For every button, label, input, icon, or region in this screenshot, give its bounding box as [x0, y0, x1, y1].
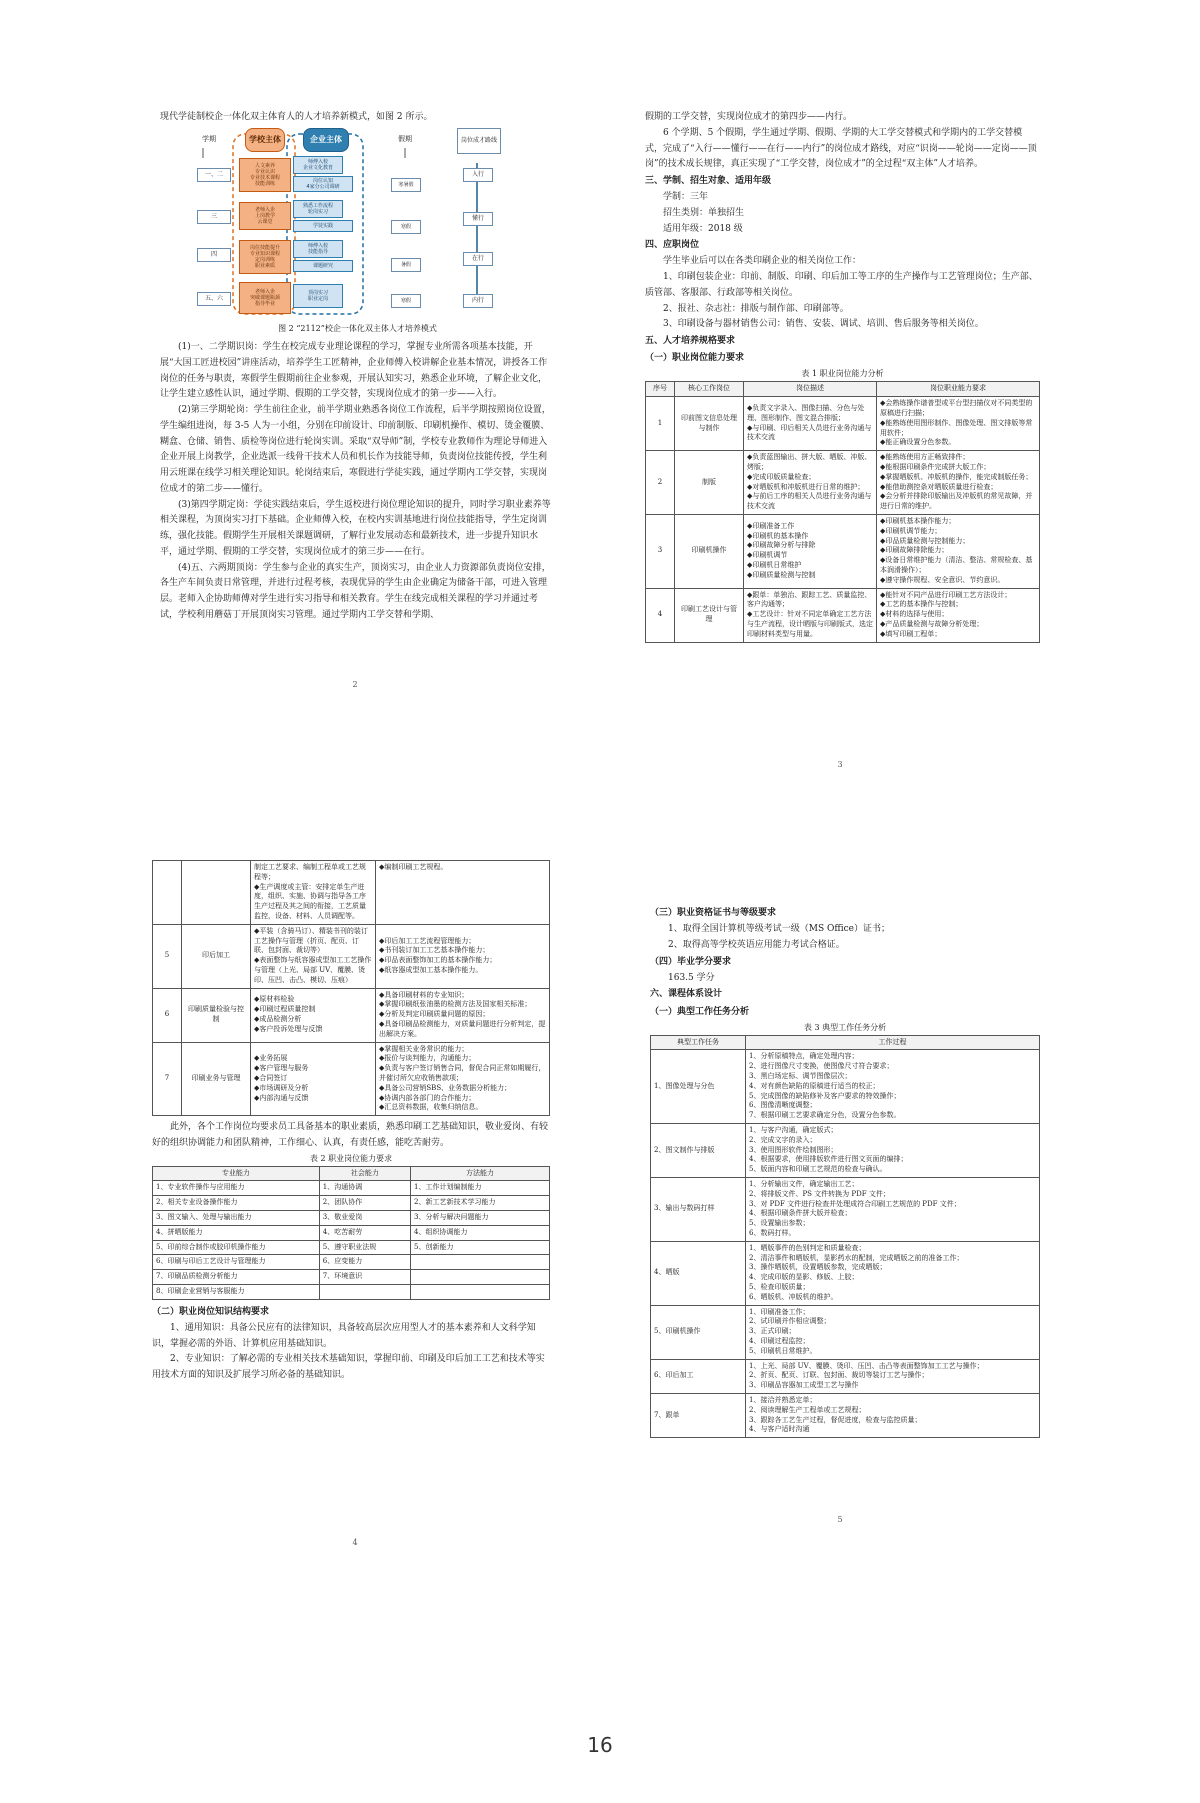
table-3 — [650, 1035, 1040, 1438]
p3-s3-line-1: 学制：三年 — [663, 192, 709, 203]
table-row — [153, 1225, 550, 1240]
table-1-continued — [152, 860, 550, 1116]
p5-section-3-title: （三）职业资格证书与等级要求 — [650, 908, 777, 918]
table-1-header — [646, 382, 1040, 397]
row-4-vac: 寒假 — [391, 294, 421, 308]
table-row — [651, 1050, 1040, 1124]
t2-cell — [411, 1270, 550, 1285]
row-4-ent: 顶岗实习 职业定岗 — [293, 284, 343, 308]
p4-section-2-title: （二）职业岗位知识结构要求 — [152, 1306, 270, 1317]
row-3-ent2: 课题研究 — [293, 260, 353, 272]
t2-cell — [411, 1255, 550, 1270]
t3-col-task: 典型工作任务 — [651, 1035, 746, 1050]
t1-desc: ◆负责文字录入、图像扫描、分色与处理、图形制作、图文混合排版； ◆与印刷、印后相关人员进行业务沟通与技术交流 — [744, 397, 877, 451]
row-3-vac: 暑假 — [391, 258, 421, 272]
t2-cell: 2、新工艺新技术学习能力 — [411, 1196, 550, 1211]
page-number-2: 2 — [352, 680, 358, 689]
p2-para-2: (2)第三学期轮岗：学生前往企业，前半学期业熟悉各岗位工作流程，后半学期按照岗位设置，学生编组进岗，每 3-5 人为一小组，分别在印前设计、印前制版、印刷机操作、模切、烫金覆膜、糊盒、仓储、销售、质检等岗位进行轮岗实训。采取“双导师”制，学校专业教师作为理论导师进入企业开展上岗教学，企业选派一线骨干技术人员和机长作为技能导师，负责岗位技能传授，学生利用云班课在线学习相关理论知识。轮岗结束后，寒假进行学徒实践，通过学期内工学交替，实现岗位成才的第二步——懂行。 — [160, 405, 551, 494]
t2-cell: 6、应变能力 — [319, 1255, 410, 1270]
table-1-caption: 表 1 职业岗位能力分析 — [801, 369, 884, 379]
t2-col-2: 社会能力 — [319, 1166, 410, 1181]
t1c-no: 5 — [153, 924, 182, 988]
t1c-post — [182, 861, 251, 925]
table-row — [646, 514, 1040, 588]
table-row — [153, 1042, 550, 1116]
t2-col-1: 专业能力 — [153, 1166, 320, 1181]
p4-s2-para-1: 1、通用知识：具备公民应有的法律知识，具备较高层次应用型人才的基本素养和人文科学知识，掌握必需的外语、计算机应用基础知识。 — [152, 1322, 536, 1349]
t2-cell: 5、印前综合制作或胶印机操作能力 — [153, 1240, 320, 1255]
route-header: 岗位成才路线 — [457, 128, 501, 154]
table-row — [153, 1285, 550, 1300]
table-1 — [645, 381, 1040, 642]
row-3-ent: 师傅入校 技能指导 — [293, 240, 343, 258]
vacation-header: 假期 — [391, 132, 419, 146]
page-5 — [650, 905, 1040, 1438]
p4-s2-para-2: 2、专业知识：了解必需的专业相关技术基础知识，掌握印前、印刷及印后加工工艺和技术等实用技术方面的知识及扩展学习所必备的基础知识。 — [152, 1354, 545, 1381]
row-4-school: 老师入企 突破课题瓶颈 指导毕业 — [239, 282, 291, 314]
row-3-term: 四 — [197, 248, 231, 262]
t1-no: 2 — [646, 451, 675, 515]
p3-s3-line-2: 招生类别：单独招生 — [663, 207, 745, 218]
intro-text: 现代学徒制校企一体化双主体育人的人才培养新模式，如图 2 所示。 — [160, 112, 433, 122]
t3-proc: 1、印刷准备工作； 2、试印刷并作相应调整； 3、正式印刷； 4、印刷过程监控； 5、印刷机日常维护。 — [746, 1305, 1040, 1359]
p5-s3-line-2: 2、取得高等学校英语应用能力考试合格证。 — [668, 939, 845, 950]
t3-task: 6、印后加工 — [651, 1359, 746, 1393]
t3-proc: 1、晒版事件的色别判定和质量检查； 2、清洁事件和晒版机，显影药水的配制，完成晒版之前的准备工作； 3、操作晒版机，设置晒版参数，完成晒版； 4、完成印版的显影、修版、上胶； 5、检查印版质量； 6、晒版机、冲版机的维护。 — [746, 1241, 1040, 1305]
row-3-route: 在行 — [463, 252, 493, 266]
t2-cell: 7、环境意识 — [319, 1270, 410, 1285]
t1-req: ◆能熟练使用方正畅致排件； ◆能根据印刷条件完成拼大版工作； ◆掌握晒版机、冲版机的操作，能完成制版任务； ◆能借助测控条对晒版质量进行检查； ◆会分析并排除印版输出及冲版机的常见故障，并进行日常的维护。 — [877, 451, 1040, 515]
school-header: 学校主体 — [245, 128, 285, 152]
table-row — [153, 988, 550, 1042]
p3-s4-line-3: 2、报社、杂志社：排版与制作部、印刷部等。 — [663, 303, 849, 314]
table-row — [651, 1359, 1040, 1393]
t1-req: ◆印刷机基本操作能力； ◆印刷机调节能力； ◆印品质量检测与控制能力； ◆印刷故障排除能力； ◆设备日常维护能力（清洁、整洁、常规检查、基本润滑操作）； ◆遵守操作规程、安全意识、节约意识。 — [877, 514, 1040, 588]
page-number-3: 3 — [837, 760, 843, 769]
enterprise-header: 企业主体 — [303, 128, 349, 152]
t1-desc: ◆跟单：单独治、跟踪工艺、质量监控、客户沟通等； ◆工艺设计：针对不同定单确定工艺方法与生产流程，设计晒版与印刷版式，选定印刷材料类型与用量。 — [744, 588, 877, 642]
row-2-school: 老师入企 上岗教学 云课堂 — [239, 202, 291, 230]
t1c-req: ◆掌握相关业务常识的能力； ◆报价与谈判能力，沟通能力； ◆负责与客户签订销售合同，督促合同正常如期履行，并催讨所欠应收销售款项； ◆具备公司营销SBS、业务数据分析能力； ◆协调内部各部门的合作能力； ◆汇总资料数据，收集归纳信息。 — [376, 1042, 550, 1116]
p3-para-1: 假期的工学交替，实现岗位成才的第四步——内行。 — [645, 112, 853, 122]
t1c-post: 印刷业务与管理 — [182, 1042, 251, 1116]
table-row — [153, 1181, 550, 1196]
table-row — [153, 861, 550, 925]
p3-s4-line-1: 学生毕业后可以在各类印刷企业的相关岗位工作： — [663, 256, 862, 267]
t2-cell: 1、专业软件操作与应用能力 — [153, 1181, 320, 1196]
table-row — [651, 1124, 1040, 1178]
table-3-header — [651, 1035, 1040, 1050]
t2-cell: 1、工作计划编制能力 — [411, 1181, 550, 1196]
t1c-desc: 制定工艺要求、编制工程单或工艺规程等； ◆生产调度或主管：安排定单生产进度，组织、实施、协调与指导各工序生产过程及其之间的衔接，工艺质量监控，设备、材料、人员调配等。 — [251, 861, 376, 925]
row-1-ent: 师傅入校 企业文化教育 — [293, 156, 343, 174]
t1-desc: ◆印刷准备工作 ◆印刷机的基本操作 ◆印刷故障分析与排除 ◆印刷机调节 ◆印刷机日常维护 ◆印刷质量检测与控制 — [744, 514, 877, 588]
page-number-4: 4 — [352, 1538, 358, 1547]
table-1-col-desc: 岗位描述 — [744, 382, 877, 397]
p3-s3-line-3: 适用年级：2018 级 — [663, 223, 743, 234]
t2-cell: 5、遵守职业法规 — [319, 1240, 410, 1255]
table-row — [153, 924, 550, 988]
table-3-caption: 表 3 典型工作任务分析 — [803, 1022, 887, 1032]
t1-desc: ◆负责蓝图输出、拼大版、晒版、冲版、烤版； ◆完成印版质量检查； ◆对晒版机和冲版机进行日常的维护； ◆与前后工序的相关人员进行业务沟通与技术交流 — [744, 451, 877, 515]
t1c-req: ◆印后加工工艺流程管理能力； ◆书刊装订加工工艺基本操作能力； ◆印品表面整饰加工的基本操作能力； ◆纸容器成型加工基本操作能力。 — [376, 924, 550, 988]
table-row — [153, 1240, 550, 1255]
t1c-no — [153, 861, 182, 925]
t3-task: 5、印刷机操作 — [651, 1305, 746, 1359]
t1c-desc: ◆原材料检验 ◆印刷过程质量控制 ◆成品检测分析 ◆客户投诉处理与反馈 — [251, 988, 376, 1042]
row-2-term: 三 — [197, 210, 231, 224]
table-row — [153, 1196, 550, 1211]
t2-cell: 3、分析与解决问题能力 — [411, 1211, 550, 1226]
p5-section-4-title: （四）毕业学分要求 — [650, 956, 732, 967]
t1c-post: 印后加工 — [182, 924, 251, 988]
row-3-school: 岗位技能提升 专业知识课程 定岗训练 职业素质 — [239, 240, 291, 274]
t2-cell: 7、印刷品质检测分析能力 — [153, 1270, 320, 1285]
table-row — [651, 1305, 1040, 1359]
p3-s4-line-4: 3、印刷设备与器材销售公司：销售、安装、调试、培训、售后服务等相关岗位。 — [663, 319, 984, 330]
t1c-no: 7 — [153, 1042, 182, 1116]
row-1-vac: 寒暑假 — [391, 178, 421, 192]
table-2-header — [153, 1166, 550, 1181]
p3-section-5-sub: （一）职业岗位能力要求 — [645, 353, 745, 364]
footer-page-number: 16 — [587, 1733, 613, 1757]
t3-task: 3、输出与数码打样 — [651, 1177, 746, 1241]
p2-para-4: (4)五、六两期顶岗：学生参与企业的真实生产，顶岗实习，由企业人力资源部负责岗位安排，各生产车间负责日常管理，并进行过程考核，表现优异的学生由企业确定为储备干部，可进入管理层。老师入企协助师傅对学生进行实习指导和相关教育。学生在线完成相关课程的学习并通过考试，学校利用蘑菇丁开展顶岗实习管理。通过学期内工学交替和学期、 — [160, 562, 551, 620]
t3-proc: 1、上光、局部 UV、覆膜、烫印、压凹、击凸等表面整饰加工工艺与操作； 2、折页、配页、订联、包封面、裁切等装订工艺与操作； 3、印刷品容器加工成型工艺与操作 — [746, 1359, 1040, 1393]
training-model-diagram — [195, 128, 525, 320]
t1-post: 印前图文信息处理与制作 — [675, 397, 744, 451]
p2-para-3: (3)第四学期定岗：学徒实践结束后，学生返校进行岗位理论知识的提升，同时学习职业素养等相关课程，为顶岗实习打下基础。企业师傅入校，在校内实训基地进行岗位技能指导，学生定岗训练，强化技能。假期学生开展相关课题调研，了解行业发展动态和最新技术，进一步提升知识水平，通过学期、假期的工学交替，实现岗位成才的第三步——在行。 — [160, 499, 551, 557]
t2-cell: 6、印刷与印后工艺设计与管理能力 — [153, 1255, 320, 1270]
t1c-req: ◆具备印刷材料的专业知识； ◆掌握印刷纸张油墨的检测方法及国家相关标准； ◆分析及判定印刷质量问题的原因； ◆具备印刷品检测能力，对质量问题进行分析判定，提出解决方案。 — [376, 988, 550, 1042]
t1c-post: 印刷质量检验与控制 — [182, 988, 251, 1042]
t1-post: 印刷机操作 — [675, 514, 744, 588]
table-1-col-post: 核心工作岗位 — [675, 382, 744, 397]
row-2-route: 懂行 — [463, 212, 493, 226]
t2-cell: 2、相关专业设备操作能力 — [153, 1196, 320, 1211]
table-2-caption: 表 2 职业岗位能力要求 — [309, 1153, 393, 1163]
p5-s4-line: 163.5 学分 — [668, 972, 715, 983]
page-number-5: 5 — [837, 1515, 843, 1524]
t3-task: 7、跟单 — [651, 1393, 746, 1437]
t3-col-proc: 工作过程 — [746, 1035, 1040, 1050]
t2-cell: 8、印刷企业营销与客服能力 — [153, 1285, 320, 1300]
p3-para-2: 6 个学期、5 个假期，学生通过学期、假期、学期的大工学交替模式和学期内的工学交替模式，完成了“入行——懂行——在行——内行”的岗位成才路线，对应“识岗——轮岗——定岗——顶岗”的技术成长规律，真正实现了“工学交替，岗位成才”的全过程“双主体”人才培养。 — [645, 127, 1037, 170]
t3-proc: 1、接洽并熟悉定单； 2、阅读理解生产工程单或工艺规程； 3、跟踪各工艺生产过程，督促进度，检查与监控质量； 4、与客户适时沟通 — [746, 1393, 1040, 1437]
page-4 — [152, 860, 550, 1384]
row-2-vac: 寒假 — [391, 220, 421, 234]
t2-cell — [411, 1285, 550, 1300]
t2-cell: 3、敬业爱岗 — [319, 1211, 410, 1226]
t2-cell: 3、图文输入、处理与输出能力 — [153, 1211, 320, 1226]
page-2-body — [160, 322, 555, 624]
table-row — [153, 1211, 550, 1226]
term-header: 学期 — [195, 132, 223, 146]
table-row — [646, 451, 1040, 515]
t2-cell: 4、吃苦耐劳 — [319, 1225, 410, 1240]
t3-task: 1、图像处理与分色 — [651, 1050, 746, 1124]
t1-no: 3 — [646, 514, 675, 588]
page-3 — [645, 110, 1040, 643]
row-1-school: 人文素养 专业认识 专业技术课程 技能训练 — [239, 158, 291, 192]
t2-cell: 4、拼晒版能力 — [153, 1225, 320, 1240]
row-4-term: 五、六 — [197, 292, 231, 306]
t1c-desc: ◆平装（含骑马订）、精装书刊的装订工艺操作与管理（折页、配页、订联、包封面、裁切等） ◆表面整饰与纸容器成型加工工艺操作与管理（上光、局部 UV、覆膜、烫印、压凹、击凸、模切、压痕） — [251, 924, 376, 988]
p2-para-1: (1)一、二学期识岗：学生在校完成专业理论课程的学习，掌握专业所需各项基本技能，开展“大国工匠进校园”讲座活动，培养学生工匠精神，企业师傅入校讲解企业基本情况，讲授各工作岗位的任务与职责，寒假学生假期前往企业参观，开展认知实习，熟悉企业环境，了解企业文化，让学生建立感性认识，通过学期、假期的工学交替，实现岗位成才的第一步——入行。 — [160, 342, 548, 400]
t3-task: 4、晒版 — [651, 1241, 746, 1305]
p5-s3-line-1: 1、取得全国计算机等级考试一级（MS Office）证书； — [668, 924, 890, 935]
t2-cell: 2、团队协作 — [319, 1196, 410, 1211]
p4-after-table: 此外，各个工作岗位均要求员工具备基本的职业素质，熟悉印刷工艺基础知识，敬业爱岗、有较好的组织协调能力和团队精神，工作细心、认真，有责任感，能吃苦耐劳。 — [152, 1122, 549, 1148]
page-2 — [160, 110, 555, 126]
row-1-route: 入行 — [463, 168, 493, 182]
t3-task: 2、图文制作与排版 — [651, 1124, 746, 1178]
row-1-ent2: 岗位认知 4家分公司调研 — [293, 176, 353, 192]
table-row — [153, 1270, 550, 1285]
table-1-col-no: 序号 — [646, 382, 675, 397]
table-row — [651, 1177, 1040, 1241]
t2-cell — [319, 1285, 410, 1300]
t1-no: 4 — [646, 588, 675, 642]
table-row — [651, 1241, 1040, 1305]
t1-post: 印刷工艺设计与管理 — [675, 588, 744, 642]
row-1-term: 一、二 — [197, 168, 231, 182]
table-1-col-req: 岗位职业能力要求 — [877, 382, 1040, 397]
t3-proc: 1、与客户沟通，确定版式； 2、完成文字的录入； 3、使用图形软件绘制图形； 4、根据要求，使用排版软件进行图文页面的编排； 5、版面内容和印刷工艺规范的检查与确认。 — [746, 1124, 1040, 1178]
t1c-desc: ◆业务拓展 ◆客户管理与服务 ◆合同签订 ◆市场调研及分析 ◆内部沟通与反馈 — [251, 1042, 376, 1116]
t2-cell: 4、组织协调能力 — [411, 1225, 550, 1240]
row-2-ent2: 学徒实践 — [293, 220, 353, 232]
p3-section-3-title: 三、学制、招生对象、适用年级 — [645, 176, 772, 186]
p3-section-5-title: 五、人才培养规格要求 — [645, 336, 736, 347]
table-row — [651, 1393, 1040, 1437]
table-row — [646, 588, 1040, 642]
table-row — [646, 397, 1040, 451]
p3-section-4-title: 四、应职岗位 — [645, 240, 700, 251]
t3-proc: 1、分析原稿特点，确定处理内容； 2、进行图像尺寸变换，使图像尺寸符合要求； 3、黑白场定标、调节图像层次； 4、对有颜色缺陷的原稿进行适当的校正； 5、完成图像的缺陷修补及客户要求的特效操作； 6、图像清晰度调整； 7、根据印刷工艺要求确定分色，设置分色参数。 — [746, 1050, 1040, 1124]
p5-section-6-title: 六、课程体系设计 — [650, 989, 723, 1000]
p3-s4-line-2: 1、印刷包装企业：印前、制版、印刷、印后加工等工序的生产操作与工艺管理岗位；生产部、质管部、客服部、行政部等相关岗位。 — [645, 272, 1038, 298]
t1-post: 制版 — [675, 451, 744, 515]
t2-col-3: 方法能力 — [411, 1166, 550, 1181]
table-2 — [152, 1166, 550, 1300]
p5-section-6-sub: （一）典型工作任务分析 — [650, 1006, 750, 1017]
t1c-no: 6 — [153, 988, 182, 1042]
row-4-route: 内行 — [463, 294, 493, 308]
t2-cell: 1、沟通协调 — [319, 1181, 410, 1196]
t1-req: ◆能针对不同产品进行印刷工艺方法设计； ◆工艺的基本操作与控制； ◆材料的选择与使用； ◆产品质量检测与故障分析处理； ◆填写印刷工程单； — [877, 588, 1040, 642]
t1c-req: ◆编制印刷工艺规程。 — [376, 861, 550, 925]
t1-no: 1 — [646, 397, 675, 451]
t1-req: ◆会熟练操作谱普型或平台型扫描仪对不同类型的原稿进行扫描； ◆能熟练使用图形制作、图像处理、图文排版等常用软件； ◆能正确设置分色参数。 — [877, 397, 1040, 451]
t3-proc: 1、分析输出文件，确定输出工艺； 2、将排版文件、PS 文件转换为 PDF 文件； 3、对 PDF 文件进行检查并处理成符合印刷工艺规范的 PDF 文件； 4、根据印刷条件拼大版并检查； 5、设置输出参数； 6、数码打样。 — [746, 1177, 1040, 1241]
figure-2-caption: 图 2 “2112”校企一体化双主体人才培养模式 — [278, 324, 437, 333]
t2-cell: 5、创新能力 — [411, 1240, 550, 1255]
row-2-ent: 熟悉工作流程 轮岗实习 — [293, 200, 343, 218]
table-row — [153, 1255, 550, 1270]
